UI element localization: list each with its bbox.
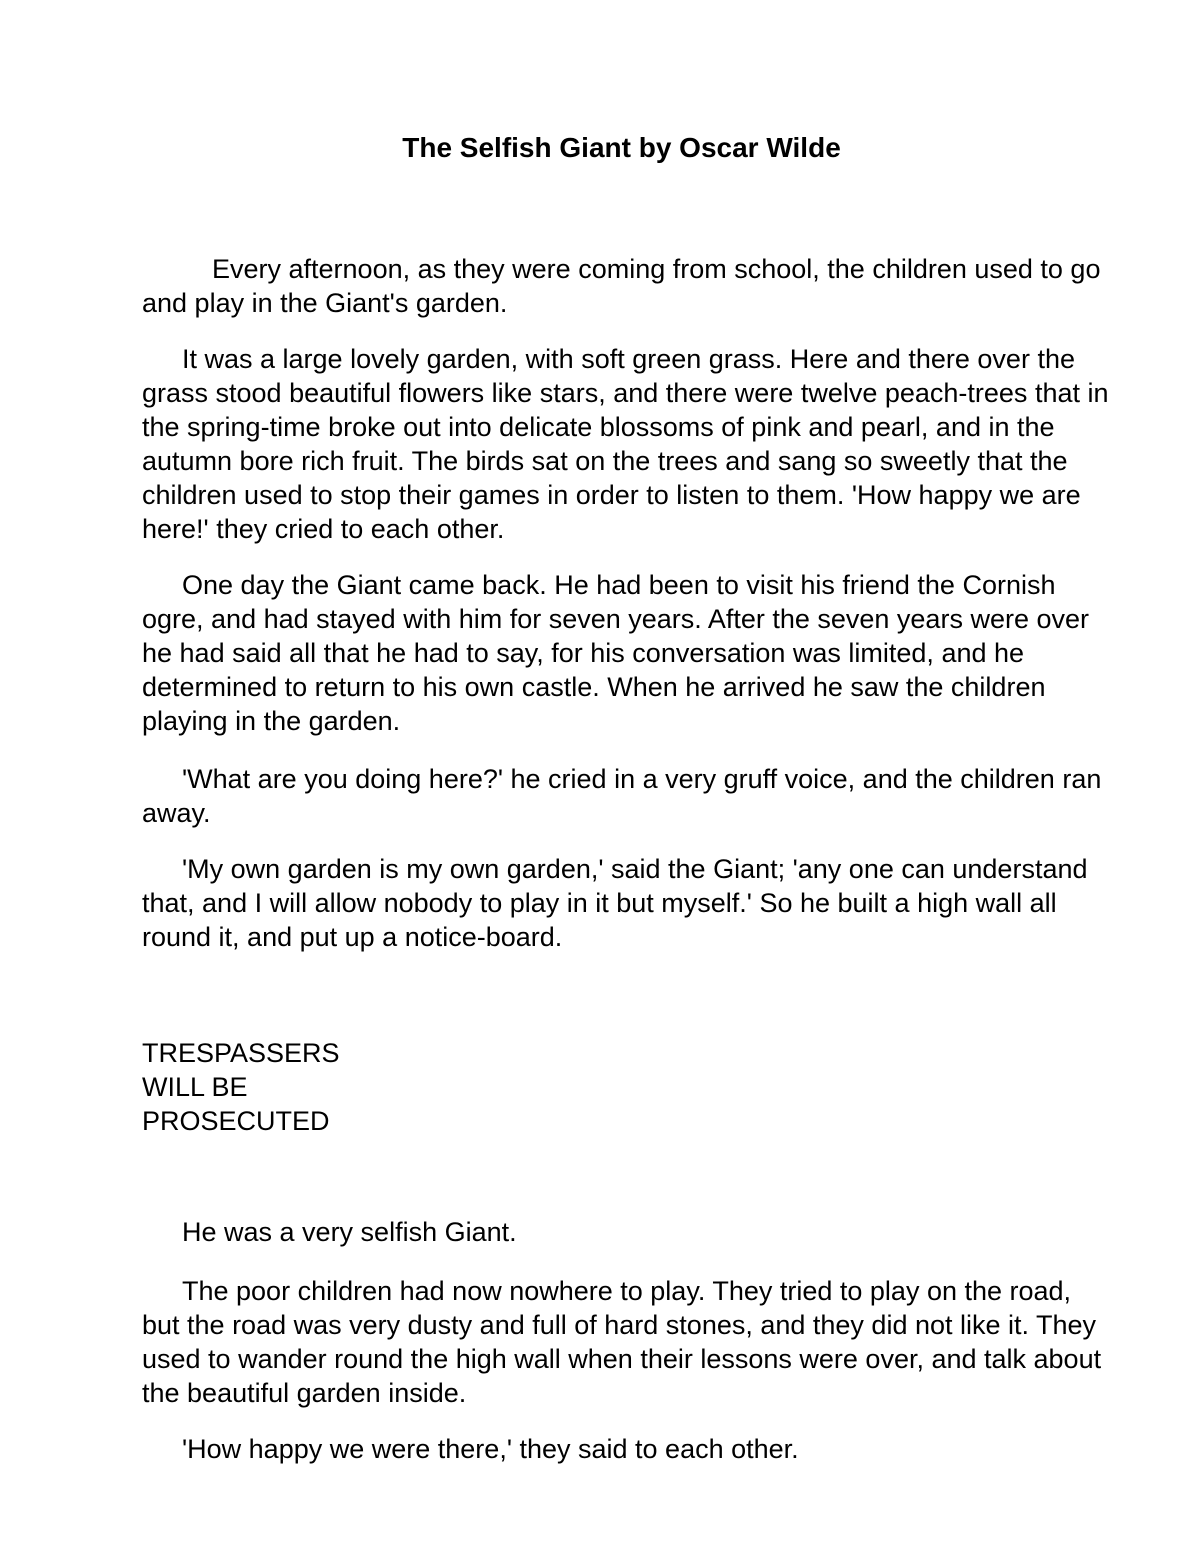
paragraph-5: 'My own garden is my own garden,' said the Giant; 'any one can understand that, and I will allow nobody to play in it but myself.' So he built a high wall all round it, and put up a notice-board. <box>142 854 1088 952</box>
notice-line-3: PROSECUTED <box>142 1106 330 1136</box>
notice-line-1: TRESPASSERS <box>142 1038 340 1068</box>
paragraph-8: 'How happy we were there,' they said to each other. <box>182 1434 799 1464</box>
paragraph-1: Every afternoon, as they were coming from school, the children used to go and play in the Giant's garden. <box>142 254 1101 318</box>
paragraph-6: He was a very selfish Giant. <box>182 1217 517 1247</box>
document-title: The Selfish Giant by Oscar Wilde <box>402 132 841 163</box>
paragraph-4: 'What are you doing here?' he cried in a very gruff voice, and the children ran away. <box>142 764 1102 828</box>
notice-board-text <box>142 1036 340 1138</box>
notice-line-2: WILL BE <box>142 1072 248 1102</box>
paragraph-2: It was a large lovely garden, with soft green grass. Here and there over the grass stood beautiful flowers like stars, and there were twelve peach-trees that in the spring-time broke out into delicate blossoms of pink and pearl, and in the autumn bore rich fruit. The birds sat on the trees and sang so sweetly that the children used to stop their games in order to listen to them. 'How happy we are here!' they cried to each other. <box>142 344 1109 544</box>
paragraph-3: One day the Giant came back. He had been to visit his friend the Cornish ogre, and had stayed with him for seven years. After the seven years were over he had said all that he had to say, for his conversation was limited, and he determined to return to his own castle. When he arrived he saw the children playing in the garden. <box>142 570 1089 736</box>
paragraph-7: The poor children had now nowhere to play. They tried to play on the road, but the road was very dusty and full of hard stones, and they did not like it. They used to wander round the high wall when their lessons were over, and talk about the beautiful garden inside. <box>142 1276 1102 1408</box>
